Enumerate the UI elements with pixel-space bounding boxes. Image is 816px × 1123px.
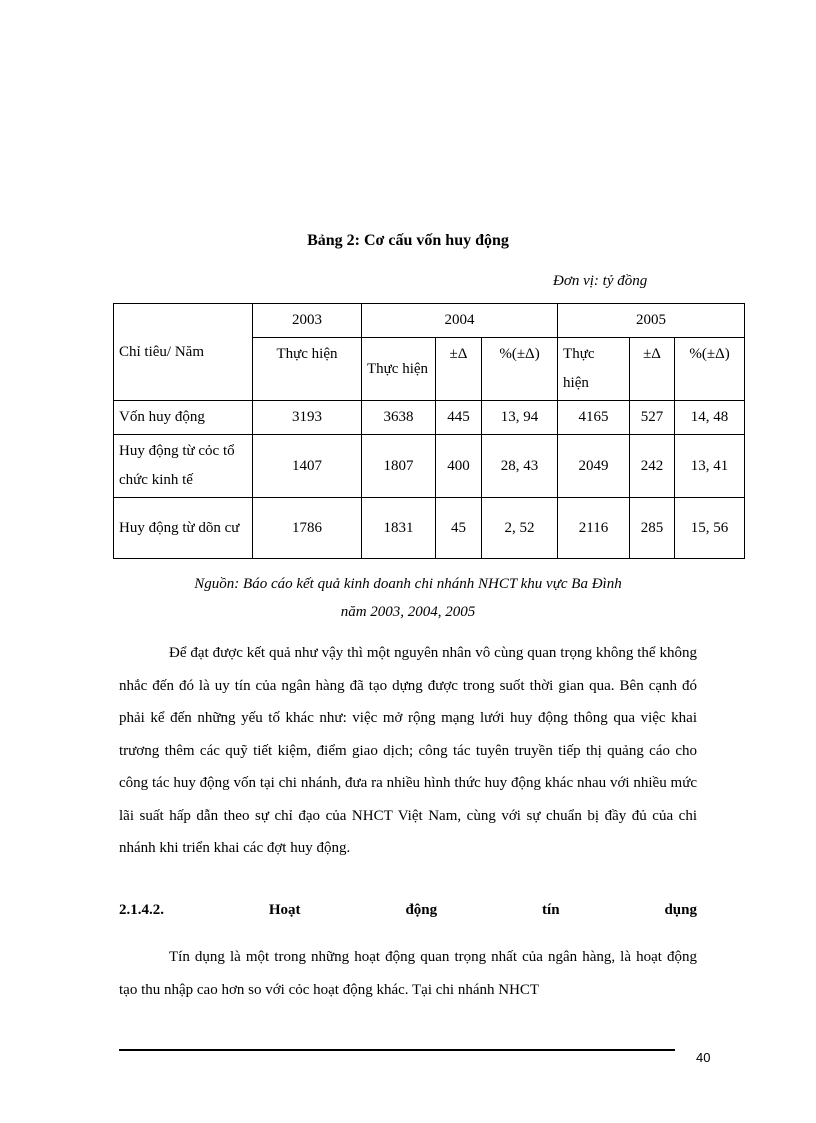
cell-2005-delta: 527 bbox=[630, 401, 675, 435]
row-label: Huy động từ cỏc tổ chức kinh tế bbox=[114, 435, 253, 498]
cell-2005-actual: 4165 bbox=[558, 401, 630, 435]
cell-2004-delta: 445 bbox=[436, 401, 482, 435]
header-year-2003: 2003 bbox=[253, 304, 362, 338]
cell-2004-actual: 3638 bbox=[362, 401, 436, 435]
cell-2004-actual: 1831 bbox=[362, 498, 436, 559]
table-row bbox=[114, 498, 745, 559]
cell-2005-delta: 285 bbox=[630, 498, 675, 559]
cell-2005-pct: 15, 56 bbox=[675, 498, 745, 559]
table-row bbox=[114, 401, 745, 435]
cell-2005-delta: 242 bbox=[630, 435, 675, 498]
row-label: Vốn huy động bbox=[114, 401, 253, 435]
footer-rule bbox=[119, 1049, 675, 1051]
table-title: Bảng 2: Cơ cấu vốn huy động bbox=[307, 232, 509, 249]
body-paragraph-1: Để đạt được kết quả như vậy thì một nguyên nhân vô cùng quan trọng không thể không nhắc đến đó là uy tín của ngân hàng đã tạo dựng được trong suốt thời gian qua. Bên cạnh đó phải kể đến những yếu tố khác như: việc mở rộng mạng lưới huy động thông qua việc khai trương thêm các quỹ tiết kiệm, điểm giao dịch; công tác tuyên truyền tiếp thị quảng cáo cho công tác huy động vốn tại chi nhánh, đưa ra nhiều hình thức huy động khác nhau với nhiều mức lãi suất hấp dẫn theo sự chỉ đạo của NHCT Việt Nam, cùng với sự chuẩn bị đầy đủ của chi nhánh khi triển khai các đợt huy động. bbox=[119, 645, 697, 856]
cell-2004-actual: 1807 bbox=[362, 435, 436, 498]
cell-2003: 3193 bbox=[253, 401, 362, 435]
cell-2005-pct: 14, 48 bbox=[675, 401, 745, 435]
heading-word: động bbox=[405, 902, 438, 918]
heading-word: tín bbox=[542, 902, 560, 918]
header-2004-actual: Thực hiện bbox=[362, 338, 436, 401]
table-source bbox=[0, 570, 816, 626]
cell-2004-delta: 400 bbox=[436, 435, 482, 498]
header-2005-actual: Thực hiện bbox=[558, 338, 630, 401]
cell-2003: 1407 bbox=[253, 435, 362, 498]
header-2005-delta: ±Δ bbox=[630, 338, 675, 401]
page-number: 40 bbox=[696, 1050, 711, 1065]
cell-2005-actual: 2116 bbox=[558, 498, 630, 559]
header-year-2005: 2005 bbox=[558, 304, 745, 338]
cell-2004-pct: 28, 43 bbox=[482, 435, 558, 498]
header-row-label: Chỉ tiêu/ Năm bbox=[114, 304, 253, 401]
heading-word: Hoạt bbox=[268, 902, 301, 918]
unit-label: Đơn vị: tỷ đồng bbox=[553, 273, 648, 289]
header-year-2004: 2004 bbox=[362, 304, 558, 338]
source-line-1: Nguồn: Báo cáo kết quả kinh doanh chi nhánh NHCT khu vực Ba Đình bbox=[194, 576, 622, 592]
heading-word: dụng bbox=[664, 902, 697, 918]
row-label: Huy động từ dõn cư bbox=[114, 498, 253, 559]
header-2003-actual: Thực hiện bbox=[253, 338, 362, 401]
capital-structure-table bbox=[113, 303, 745, 559]
cell-2004-pct: 13, 94 bbox=[482, 401, 558, 435]
header-2005-pct: %(±Δ) bbox=[675, 338, 745, 401]
table-header-row-years bbox=[114, 304, 745, 338]
cell-2004-pct: 2, 52 bbox=[482, 498, 558, 559]
section-number: 2.1.4.2. bbox=[119, 902, 164, 918]
cell-2003: 1786 bbox=[253, 498, 362, 559]
cell-2004-delta: 45 bbox=[436, 498, 482, 559]
cell-2005-pct: 13, 41 bbox=[675, 435, 745, 498]
cell-2005-actual: 2049 bbox=[558, 435, 630, 498]
source-line-2: năm 2003, 2004, 2005 bbox=[340, 604, 476, 620]
table-row bbox=[114, 435, 745, 498]
section-heading bbox=[119, 902, 697, 919]
header-2004-pct: %(±Δ) bbox=[482, 338, 558, 401]
header-2004-delta: ±Δ bbox=[436, 338, 482, 401]
body-paragraph-2: Tín dụng là một trong những hoạt động quan trọng nhất của ngân hàng, là hoạt động tạo thu nhập cao hơn so với cỏc hoạt động khác. Tại chi nhánh NHCT bbox=[119, 949, 697, 998]
